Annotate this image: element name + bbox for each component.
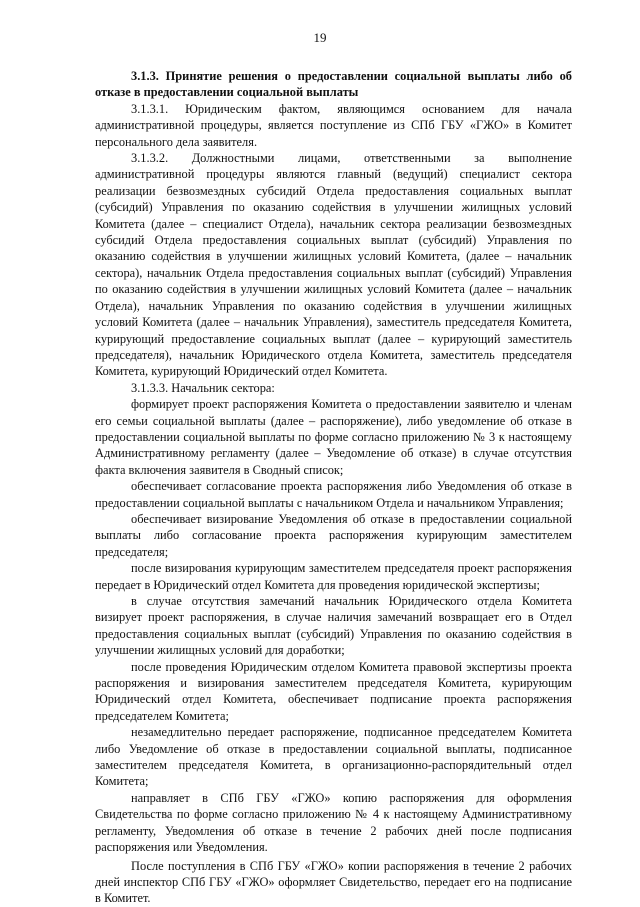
duty-visa: обеспечивает визирование Уведомления об отказе в предоставлении социальной выплаты либо согласование проекта распоряжения курирующим заместителем председателя;	[95, 511, 572, 559]
document-body	[95, 68, 572, 907]
duty-legal-remarks: в случае отсутствия замечаний начальник Юридического отдела Комитета визирует проект распоряжения, в случае наличия замечаний возвращает его в Отдел предоставления социальных выплат (субсидий) Управления по оказанию содействия в улучшении жилищных условий для доработки;	[95, 594, 572, 658]
duty-transfer: незамедлительно передает распоряжение, подписанное председателем Комитета либо Уведомление об отказе в предоставлении социальной выплаты, подписанное заместителем председателя Комитета, в организационно-распорядительный отдел Комитета;	[95, 725, 572, 789]
page-number: 19	[313, 30, 327, 45]
paragraph-3-1-3-2: 3.1.3.2. Должностными лицами, ответственными за выполнение административной процедуры являются главный (ведущий) специалист сектора реализации безвозмездных субсидий Отдела предоставления социальных выплат (субсидий) Управления по оказанию содействия в улучшении жилищных условий Комитета (далее – специалист Отдела), начальник сектора реализации безвозмездных субсидий Отдела предоставления социальных выплат (субсидий) Управления по оказанию содействия в улучшении жилищных условий Комитета, (далее – начальник сектора), начальник Отдела предоставления социальных выплат (субсидий) Управления по оказанию содействия в улучшении жилищных условий Комитета (далее – начальник Отдела), начальник Управления по оказанию содействия в улучшении жилищных условий Комитета (далее – начальник Управления), заместитель председателя Комитета, курирующий предоставление социальных выплат (далее – курирующий заместитель председателя), начальник Юридического отдела Комитета, заместитель председателя Комитета, курирующий Юридический отдел Комитета.	[95, 151, 572, 379]
section-heading: 3.1.3. Принятие решения о предоставлении социальной выплаты либо об отказе в предоставлении социальной выплаты	[95, 69, 572, 100]
certificate-paragraph: После поступления в СПб ГБУ «ГЖО» копии распоряжения в течение 2 рабочих дней инспектор СПб ГБУ «ГЖО» оформляет Свидетельство, передает его на подписание в Комитет.	[95, 858, 572, 906]
paragraph-3-1-3-1: 3.1.3.1. Юридическим фактом, являющимся основанием для начала административной процедуры, является поступление из СПб ГБУ «ГЖО» в Комитет персонального дела заявителя.	[95, 101, 572, 149]
duty-send-copy: направляет в СПб ГБУ «ГЖО» копию распоряжения для оформления Свидетельства по форме согласно приложению № 4 к настоящему Административному регламенту, Уведомления об отказе в течение 2 рабочих дней после подписания распоряжения или Уведомления.	[95, 790, 572, 855]
duty-signing: после проведения Юридическим отделом Комитета правовой экспертизы проекта распоряжения и визирования заместителем председателя Комитета, курирующим Юридический отдел Комитета, обеспечивает подписание проекта распоряжения председателем Комитета;	[95, 659, 572, 723]
duty-approval: обеспечивает согласование проекта распоряжения либо Уведомления об отказе в предоставлении социальной выплаты с начальником Отдела и начальником Управления;	[95, 479, 572, 510]
duty-legal-review: после визирования курирующим заместителем председателя проект распоряжения передает в Юридический отдел Комитета для проведения юридической экспертизы;	[95, 561, 572, 592]
duty-form-draft: формирует проект распоряжения Комитета о предоставлении заявителю и членам его семьи социальной выплаты (далее – распоряжение), либо уведомление об отказе в предоставлении социальной выплаты по форме согласно приложению № 3 к настоящему Административному регламенту (далее – Уведомление об отказе) в случае отсутствия факта включения заявителя в Сводный список;	[95, 397, 572, 477]
paragraph-3-1-3-3: 3.1.3.3. Начальник сектора:	[131, 380, 275, 395]
